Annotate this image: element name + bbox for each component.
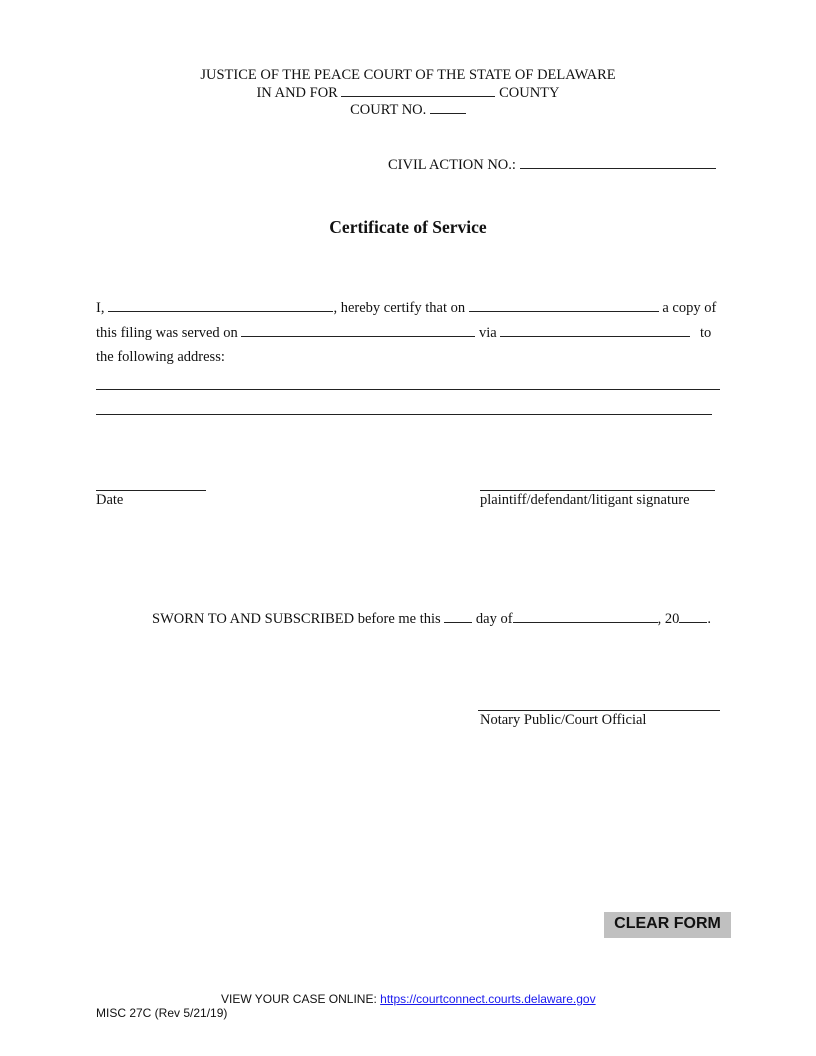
period: .: [707, 611, 711, 627]
form-id: MISC 27C (Rev 5/21/19): [96, 1006, 228, 1020]
sworn-month-field[interactable]: [513, 610, 658, 623]
civil-action-label: CIVIL ACTION NO.:: [388, 157, 516, 173]
certify-line: [96, 299, 716, 317]
year-prefix-label: , 20: [657, 611, 680, 627]
served-line: [96, 324, 711, 342]
page-title: Certificate of Service: [329, 217, 487, 237]
civil-action-field[interactable]: [520, 156, 716, 169]
via-label: via: [479, 325, 497, 341]
court-number-line: [0, 101, 816, 119]
county-field[interactable]: [341, 84, 495, 97]
served-party-field[interactable]: [241, 324, 475, 337]
view-case-label: VIEW YOUR CASE ONLINE:: [221, 992, 377, 1006]
certifier-name-field[interactable]: [108, 299, 333, 312]
date-label: Date: [96, 492, 124, 508]
date-field[interactable]: [96, 490, 206, 491]
address-field-2[interactable]: [96, 414, 712, 415]
court-no-field[interactable]: [430, 101, 466, 114]
clear-form-button[interactable]: CLEAR FORM: [604, 912, 731, 938]
address-field-1[interactable]: [96, 389, 720, 390]
sworn-year-field[interactable]: [679, 610, 707, 623]
served-on-label: this filing was served on: [96, 325, 238, 341]
copy-of-label: a copy of: [662, 300, 717, 316]
courtconnect-link[interactable]: https://courtconnect.courts.delaware.gov: [380, 992, 596, 1006]
county-label: COUNTY: [499, 85, 560, 101]
address-label: the following address:: [96, 349, 225, 365]
civil-action-line: [388, 156, 716, 174]
certify-label: , hereby certify that on: [333, 300, 466, 316]
view-case-online: [221, 992, 596, 1006]
litigant-signature-field[interactable]: [480, 490, 715, 491]
sworn-label: SWORN TO AND SUBSCRIBED before me this: [152, 611, 441, 627]
in-and-for-label: IN AND FOR: [256, 85, 338, 101]
court-header-line1: JUSTICE OF THE PEACE COURT OF THE STATE OF DELAWARE: [200, 67, 616, 83]
day-of-label: day of: [475, 611, 513, 627]
litigant-signature-label: plaintiff/defendant/litigant signature: [480, 492, 690, 508]
service-date-field[interactable]: [469, 299, 659, 312]
sworn-day-field[interactable]: [444, 610, 472, 623]
court-header-line2: [0, 84, 816, 102]
notary-label: Notary Public/Court Official: [480, 712, 647, 728]
i-label: I,: [96, 300, 105, 316]
service-method-field[interactable]: [500, 324, 690, 337]
to-label: to: [699, 325, 712, 341]
court-no-label: COURT NO.: [350, 102, 427, 118]
sworn-line: [152, 610, 711, 628]
notary-signature-field[interactable]: [478, 710, 720, 711]
